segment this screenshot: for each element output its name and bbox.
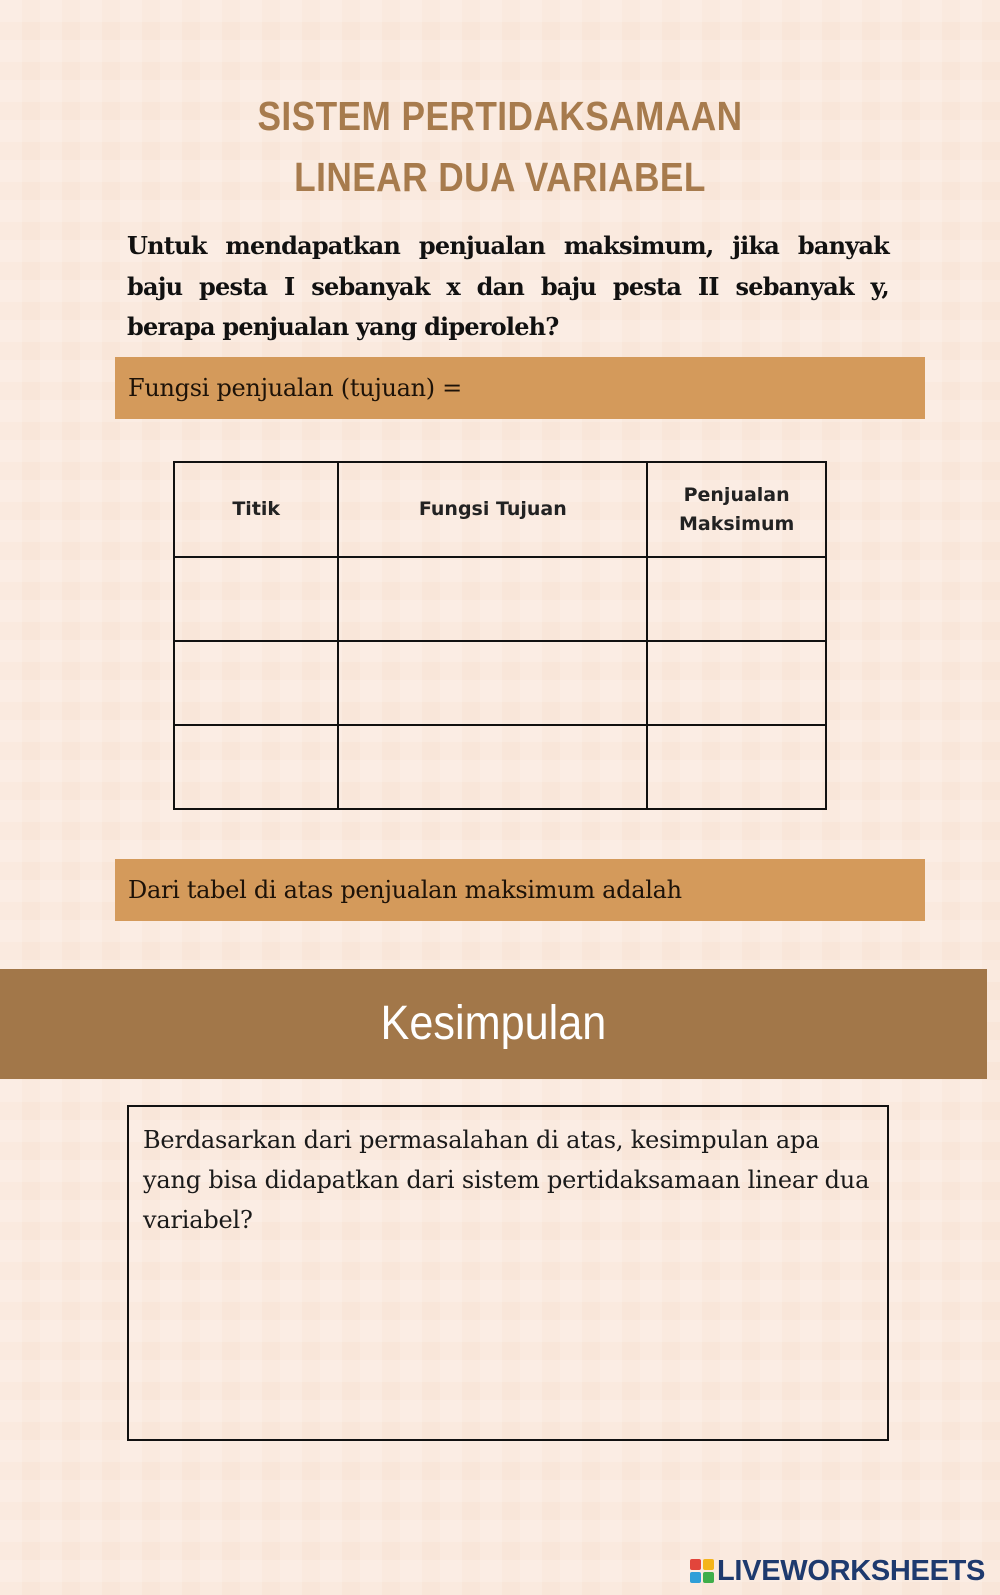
header-penjualan-maksimum — [647, 462, 826, 557]
brand-text: LIVEWORKSHEETS — [717, 1554, 986, 1587]
cell-fungsi-tujuan-input[interactable] — [338, 641, 647, 725]
cell-fungsi-tujuan-input[interactable] — [338, 725, 647, 809]
cell-penjualan-input[interactable] — [647, 557, 826, 641]
conclusion-prompt: Berdasarkan dari permasalahan di atas, kesimpulan apa yang bisa didapatkan dari sistem pertidaksamaan linear dua variabel? — [143, 1126, 870, 1234]
liveworksheets-logo-icon — [690, 1559, 714, 1583]
table-row — [174, 557, 826, 641]
cell-penjualan-input[interactable] — [647, 725, 826, 809]
conclusion-heading: Kesimpulan — [380, 997, 607, 1050]
cell-penjualan-input[interactable] — [647, 641, 826, 725]
objective-function-field[interactable] — [115, 357, 925, 419]
cell-titik-input[interactable] — [174, 641, 338, 725]
liveworksheets-brand — [690, 1556, 985, 1586]
question-text: Untuk mendapatkan penjualan maksimum, jika banyak baju pesta I sebanyak x dan baju pesta II sebanyak y, berapa penjualan yang diperoleh? — [127, 231, 889, 341]
header-titik: Titik — [174, 462, 338, 557]
table-row — [174, 641, 826, 725]
objective-table — [173, 461, 827, 810]
max-sales-label: Dari tabel di atas penjualan maksimum adalah — [128, 876, 682, 904]
cell-fungsi-tujuan-input[interactable] — [338, 557, 647, 641]
conclusion-banner — [0, 969, 987, 1079]
cell-titik-input[interactable] — [174, 725, 338, 809]
page-title — [70, 86, 930, 208]
table-row — [174, 725, 826, 809]
conclusion-answer-box[interactable] — [127, 1105, 889, 1441]
table-header-row — [174, 462, 826, 557]
header-fungsi-tujuan: Fungsi Tujuan — [338, 462, 647, 557]
cell-titik-input[interactable] — [174, 557, 338, 641]
page-title-line-1: SISTEM PERTIDAKSAMAAN — [257, 93, 743, 139]
header-penjualan-maksimum-text: Penjualan Maksimum — [678, 483, 795, 535]
max-sales-field[interactable] — [115, 859, 925, 921]
objective-function-label: Fungsi penjualan (tujuan) = — [128, 374, 462, 402]
page-title-line-2: LINEAR DUA VARIABEL — [294, 154, 706, 200]
